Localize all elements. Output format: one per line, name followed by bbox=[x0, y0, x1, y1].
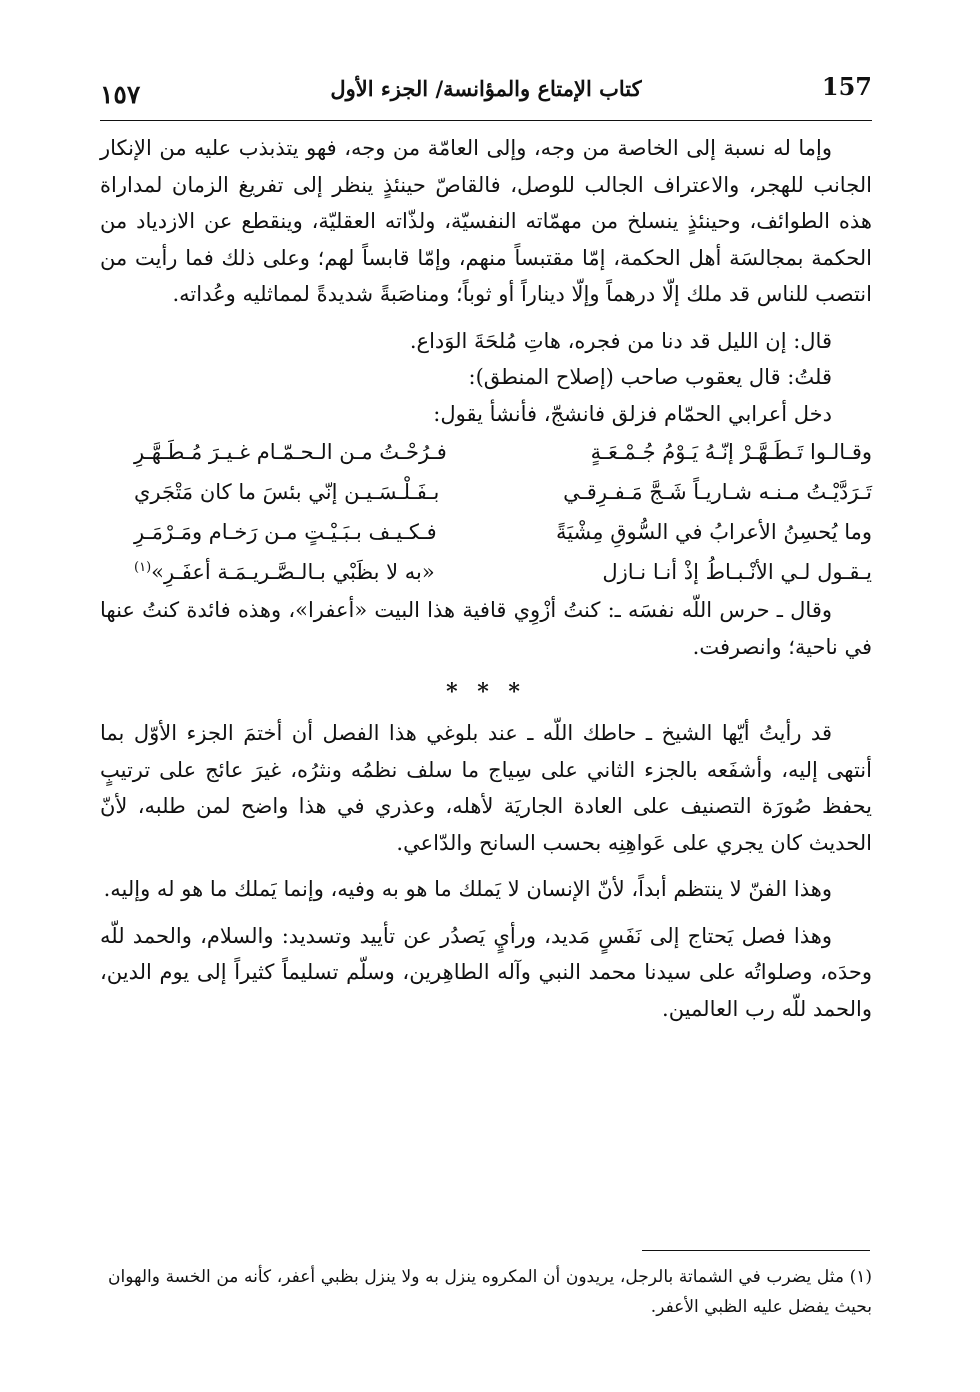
header-rule bbox=[100, 120, 872, 121]
page-number-arabic: ١٥٧ bbox=[100, 80, 141, 109]
verse-line bbox=[100, 512, 872, 552]
footnote-number: (١) bbox=[849, 1267, 873, 1287]
running-title: كتاب الإمتاع والمؤانسة/ الجزء الأول bbox=[330, 76, 642, 101]
paragraph: قلتُ: قال يعقوب صاحب (إصلاح المنطق): bbox=[468, 365, 832, 389]
verse-line bbox=[100, 472, 872, 512]
paragraph: دخل أعرابي الحمّام فزلق فانشجّ، فأنشأ يقول: bbox=[433, 401, 832, 426]
verse-first-hemistich: وقـالـوا تَـطَـهَّـرْ إنّـهُ يَـوْمُ جُـمْـعَـةٍ bbox=[590, 440, 872, 464]
verse-second-hemistich: بـفَـلْـسَـيـن إنّي بئسَ ما كان مَتْجَري bbox=[134, 480, 440, 504]
verse-second-hemistich: فـرُحْـتُ مـن الـحـمّـام غـيـرَ مُـطَـهَّـرِ bbox=[134, 440, 447, 464]
verse-first-hemistich: يـقـول لـي الأنْـبـاطُ إذْ أنـا نـازل bbox=[602, 560, 872, 584]
footnote bbox=[108, 1262, 872, 1322]
footnote-text: مثل يضرب في الشماتة بالرجل، يريدون أن المكروه ينزل به ولا ينزل بظبي أعفر، كأنه من الخسة والهوان بحيث يفضل عليه الظبي الأعفر. bbox=[108, 1267, 872, 1317]
verse-line bbox=[100, 432, 872, 472]
footnote-reference: (١) bbox=[134, 560, 152, 575]
paragraph: وقال ـ حرس اللّه نفسَه ـ: كنتُ أزْوِي قافية هذا البيت «أعفرا»، وهذه فائدة كنتُ عنها في ناحية؛ وانصرفت. bbox=[100, 598, 872, 659]
footnote-rule bbox=[642, 1250, 870, 1251]
verse-text: «به لا بظَبْي بـالـصَّـريـمَـة أعفَـرِ» bbox=[151, 560, 435, 584]
verse-second-hemistich bbox=[134, 552, 473, 592]
verse-first-hemistich: وما يُحسِنُ الأعرابُ في السُّوقِ مِشْيَةً bbox=[555, 520, 872, 544]
verse-second-hemistich: فـكـيـف بـبَـيْـتٍ مـن رَخـام ومَـرْمَـرِ bbox=[134, 520, 437, 544]
section-break: * * * bbox=[446, 679, 526, 705]
paragraph: وهذا الفنّ لا ينتظم أبداً، لأنّ الإنسان لا يَملك ما هو به وفيه، وإنما يَملك ما هو له وإليه. bbox=[103, 877, 832, 901]
paragraph: وإما له نسبة إلى الخاصة من وجه، وإلى العامّة من وجه، فهو يتذبذب عليه من الإنكار الجانب للهجر، والاعتراف الجالب للوصل، فالقاصّ حينئذٍ ينظر إلى تفريغ الزمان لمداراة هذه الطوائف، وحينئذٍ ينسلخ من مهمّاته النفسيّة، ولذّاته العقليّة، وينقطع عن الازدياد من الحكمة بمجالسَة أهل الحكمة، إمّا مقتبساً منهم، وإمّا قابساً لهم؛ وعلى ذلك فما رأيت من انتصب للناس قد ملك إلّا درهماً وإلّا ديناراً أو ثوباً؛ ومناصَبةً شديدةً لمماثليه وعُداته. bbox=[100, 136, 872, 306]
verse-line bbox=[100, 552, 872, 592]
page-header bbox=[100, 72, 872, 118]
page-number-latin: 157 bbox=[821, 72, 872, 101]
verse-first-hemistich: تَـرَدَّيْـتُ مـنـه شـاريـاً شَـجَّ مَـفـرِقـي bbox=[563, 480, 872, 504]
main-text bbox=[100, 130, 872, 1027]
paragraph: قال: إن الليل قد دنا من فجره، هاتِ مُلحَةَ الوَداع. bbox=[409, 328, 832, 353]
paragraph: قد رأيتُ أيّها الشيخ ـ حاطك اللّه ـ عند بلوغي هذا الفصل أن أختمَ الجزء الأوّل بما أنتهى إليه، وأشفَعه بالجزء الثاني على سِياج ما سلف نظمُه ونثرُه، غيرَ عائج على ترتيبٍ يحفظ صُورَة التصنيف على العادة الجاريَة لأهله، وعذري في هذا واضح لمن طلبه، لأنّ الحديث كان يجري على عَواهِنِه بحسب السانح والدّاعي. bbox=[100, 721, 872, 855]
paragraph: وهذا فصل يَحتاج إلى نَفَسٍ مَديد، ورأيٍ يَصدُر عن تأييد وتسديد: والسلام، والحمد للّه وحدَه، وصلواتُه على سيدنا محمد النبي وآله الطاهِرين، وسلّم تسليماً كثيراً إلى يوم الدين، والحمد للّه رب العالمين. bbox=[100, 923, 872, 1021]
